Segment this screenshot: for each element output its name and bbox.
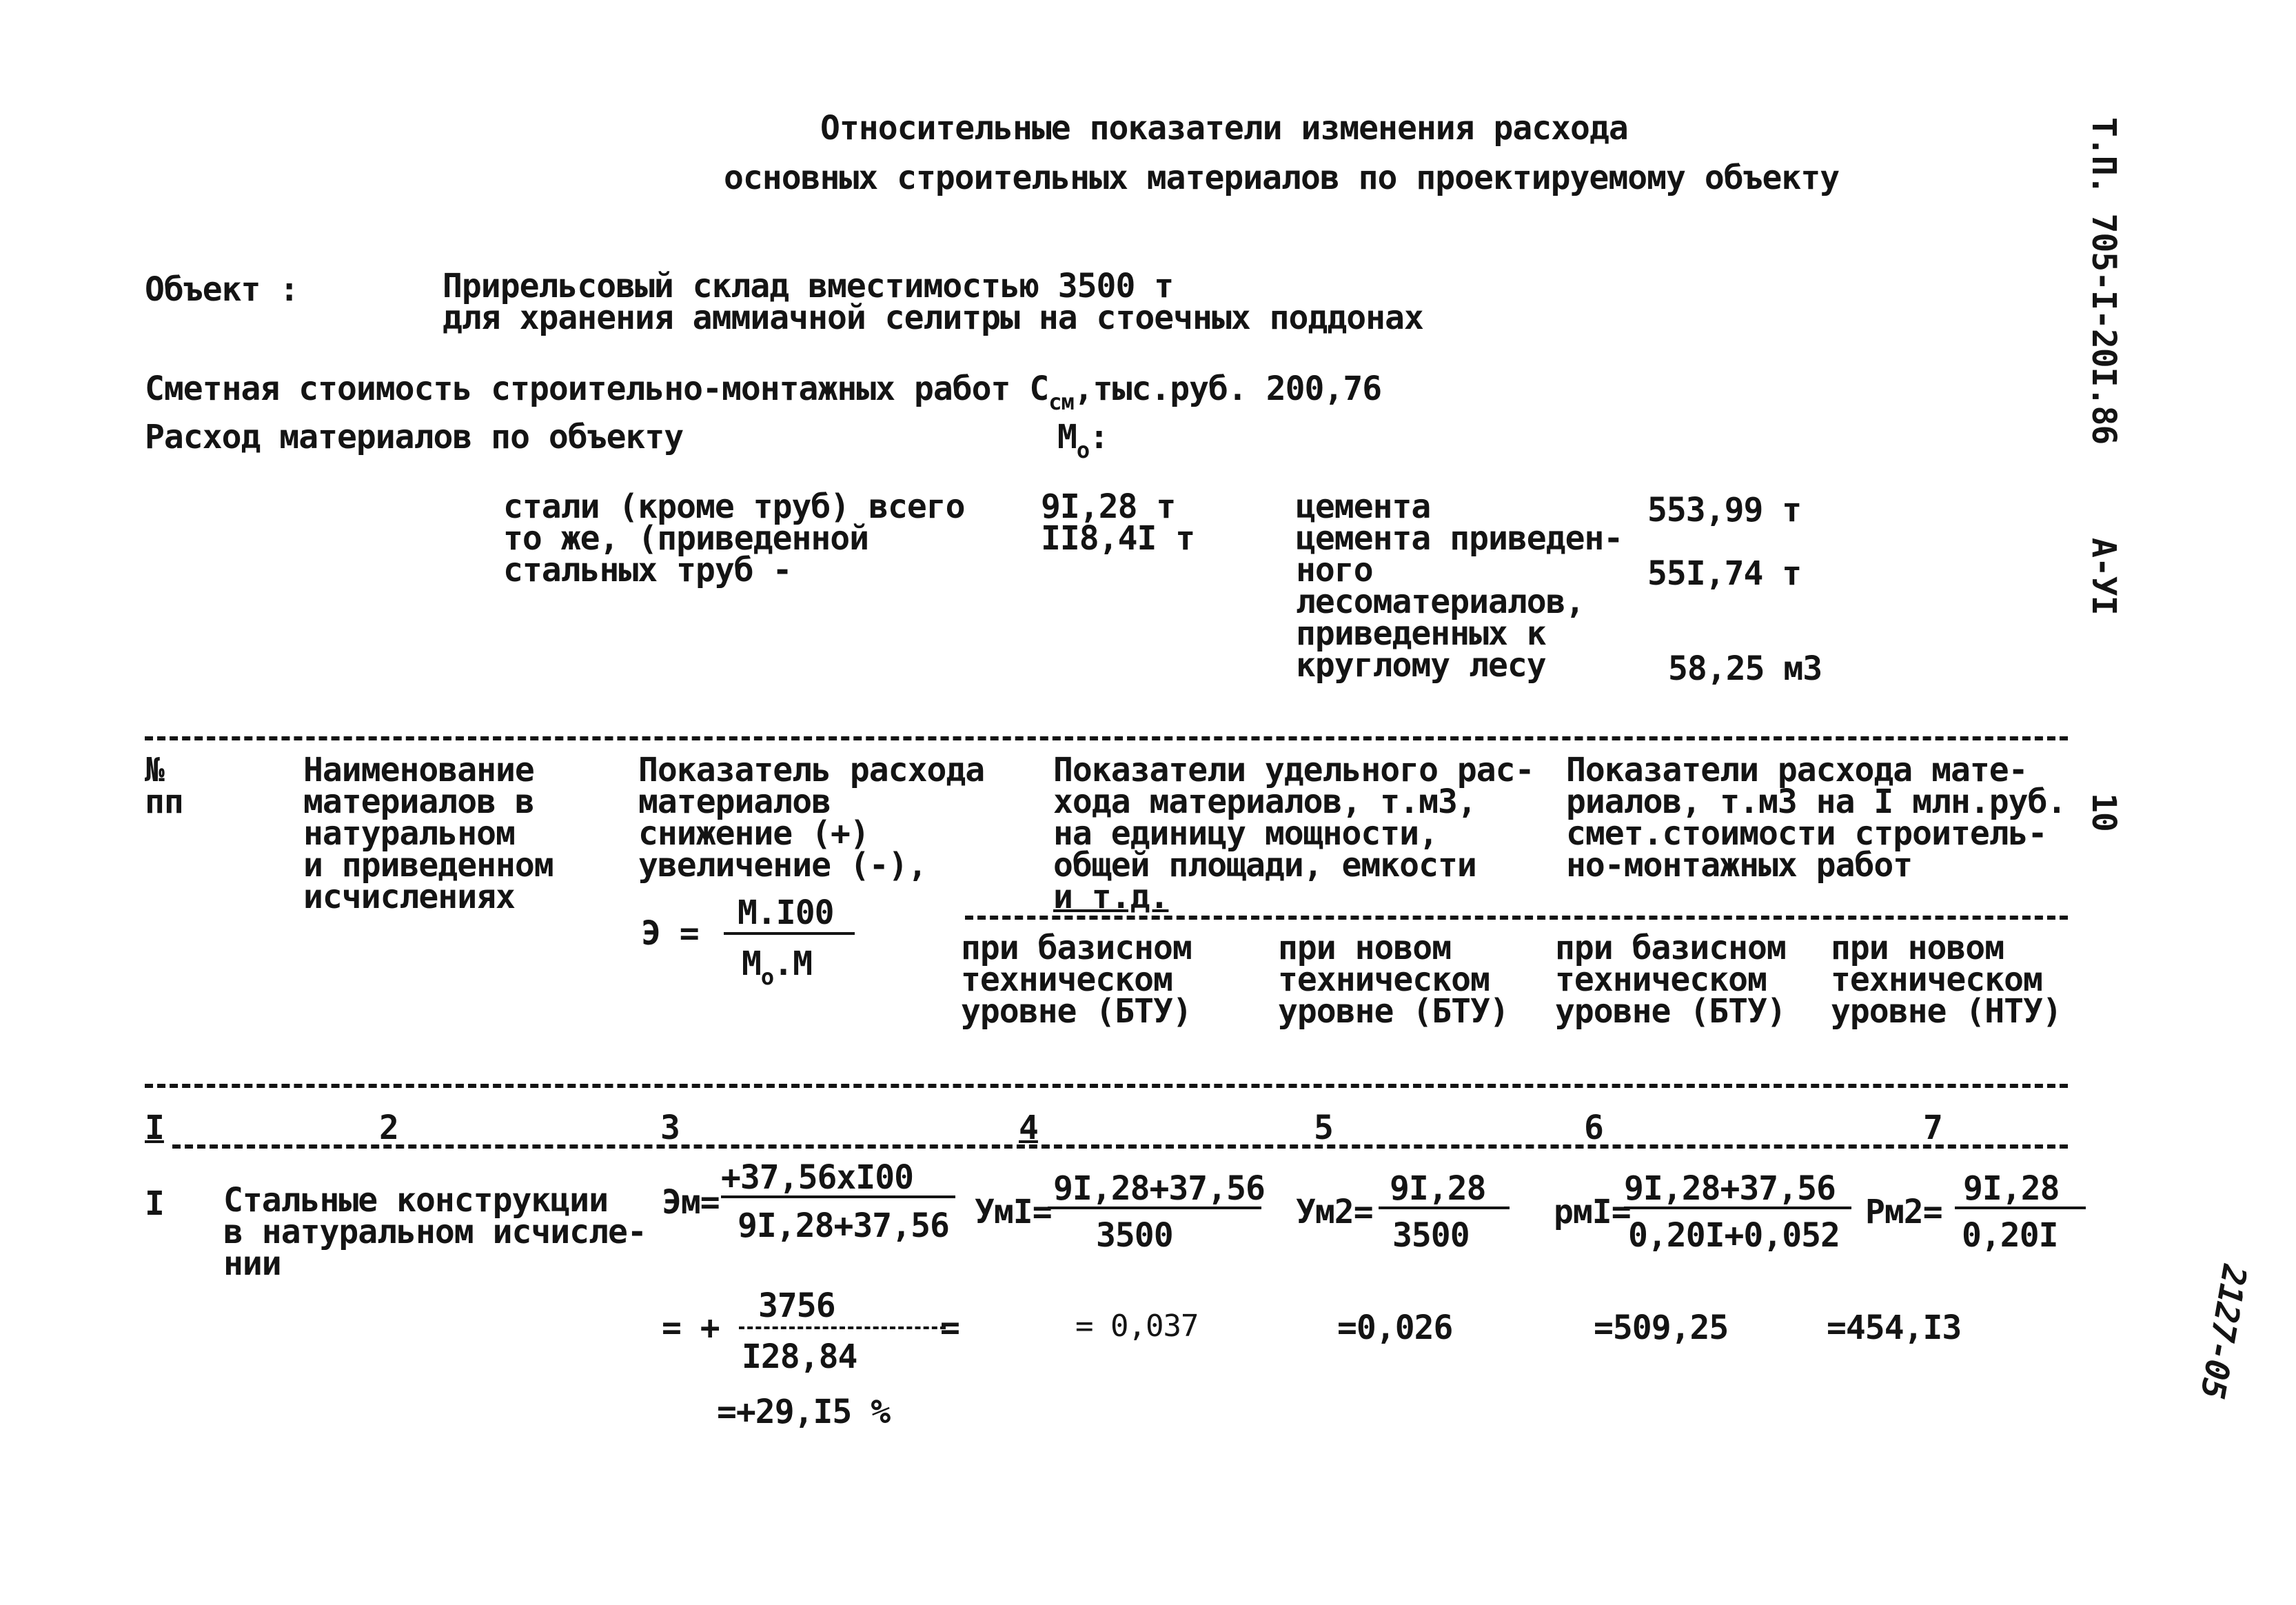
materials-left-values	[1041, 487, 1195, 558]
subheader-col7-line1: при новом	[1831, 929, 2004, 967]
object-name-line2: для хранения аммиачной селитры на стоечных поддонах	[443, 299, 1423, 337]
col-number-7: 7	[1923, 1109, 1942, 1147]
row1-c3-lhs: Эм=	[662, 1183, 720, 1222]
subheader-col7-line3: уровне (НТУ)	[1831, 992, 2062, 1031]
row1-c4-lhs: УмI=	[975, 1193, 1052, 1231]
header-col-specific-line3: на единицу мощности,	[1053, 814, 1438, 853]
row1-c7-lhs: Рм2=	[1865, 1193, 1942, 1231]
subheader-col5-line1: при новом	[1278, 929, 1452, 967]
row1-c3-r2-lhs: = +	[662, 1309, 720, 1347]
row1-c3-r2-numerator: 3756	[758, 1286, 835, 1325]
subheader-col5-line2: техническом	[1278, 960, 1490, 999]
page-title-line2: основных строительных материалов по проектируемому объекту	[724, 159, 1840, 197]
steel-total-label: стали (кроме труб) всего	[503, 487, 965, 526]
formula-den-sub: о	[760, 964, 774, 990]
col-number-1: I	[145, 1109, 164, 1147]
header-col-specific-line4: общей площади, емкости	[1053, 846, 1476, 885]
header-formula-denominator	[742, 945, 812, 990]
header-col-name	[303, 751, 553, 916]
steel-reduced-label: то же, (приведенной	[503, 519, 869, 558]
header-col-per-million	[1566, 751, 2066, 885]
col-number-6: 6	[1584, 1109, 1603, 1147]
row1-c3-r2-tail: =	[940, 1309, 959, 1347]
header-col-per-million-line4: но-монтажных работ	[1566, 846, 1913, 885]
row1-c5-numerator: 9I,28	[1390, 1169, 1486, 1208]
subheader-col6-line3: уровне (БТУ)	[1555, 992, 1786, 1031]
row1-c3-r2-denominator: I28,84	[742, 1338, 857, 1376]
estimated-cost	[145, 370, 1382, 415]
header-col-number-line1: №	[145, 751, 164, 789]
header-col-name-line2: материалов в	[303, 783, 534, 821]
row1-c5-lhs: Ум2=	[1296, 1193, 1373, 1231]
subheader-col4-line3: уровне (БТУ)	[961, 992, 1192, 1031]
row1-c5-result: =0,026	[1337, 1309, 1453, 1347]
header-col-specific-line5: и т.д.	[1053, 878, 1169, 916]
header-col-indicator	[638, 751, 985, 885]
cement-reduced-value: 55I,74 т	[1647, 554, 1802, 593]
timber-label-3: круглому лесу	[1296, 646, 1546, 685]
row1-c6-numerator: 9I,28+37,56	[1624, 1169, 1836, 1208]
steel-pipes-label: стальных труб -	[503, 551, 792, 589]
subheader-col5	[1278, 929, 1509, 1031]
estimated-cost-value: ,тыс.руб. 200,76	[1073, 370, 1382, 408]
header-col-indicator-line2: материалов	[638, 783, 831, 821]
page-title-line1: Относительные показатели изменения расхода	[820, 109, 1628, 148]
row1-c6-lhs: рмI=	[1554, 1193, 1631, 1231]
row1-name-line3: нии	[223, 1244, 281, 1283]
header-col-per-million-line1: Показатели расхода мате-	[1566, 751, 2028, 789]
row1-c6-denominator: 0,20I+0,052	[1628, 1216, 1840, 1255]
header-col-per-million-line3: смет.стоимости строитель-	[1566, 814, 2047, 853]
materials-right-labels	[1296, 487, 1623, 685]
col-number-4: 4	[1019, 1109, 1038, 1147]
subheader-col4-line1: при базисном	[961, 929, 1192, 967]
timber-value: 58,25 м3	[1668, 649, 1822, 688]
consumption-m0	[1057, 418, 1109, 463]
row1-c3-denominator: 9I,28+37,56	[738, 1207, 949, 1245]
consumption-label: Расход материалов по объекту	[145, 418, 684, 456]
row1-c5-bar	[1379, 1207, 1510, 1209]
header-col-indicator-line3: снижение (+)	[638, 814, 869, 853]
object-name	[443, 267, 1423, 337]
materials-left-labels	[503, 487, 965, 589]
row1-name	[223, 1181, 647, 1283]
col-number-3: 3	[660, 1109, 680, 1147]
object-label: Объект :	[145, 270, 299, 309]
subheader-col4-line2: техническом	[961, 960, 1172, 999]
timber-label-1: лесоматериалов,	[1296, 583, 1585, 621]
subheader-col6-line1: при базисном	[1555, 929, 1786, 967]
row1-name-line2: в натуральном исчисле-	[223, 1213, 647, 1251]
table-top-rule	[145, 736, 2068, 740]
row1-c4-result: = 0,037	[1075, 1309, 1199, 1344]
steel-reduced-value: II8,4I т	[1041, 519, 1195, 558]
subheader-col7-line2: техническом	[1831, 960, 2042, 999]
timber-label-2: приведенных к	[1296, 614, 1546, 653]
header-col-per-million-line2: риалов, т.м3 на I млн.руб.	[1566, 783, 2066, 821]
row1-c3-numerator: +37,56хI00	[721, 1158, 913, 1197]
row1-c7-result: =454,I3	[1827, 1309, 1962, 1347]
header-bottom-rule	[145, 1084, 2068, 1088]
row1-c6-result: =509,25	[1594, 1309, 1729, 1347]
steel-total-value: 9I,28 т	[1041, 487, 1176, 526]
header-col-name-line4: и приведенном	[303, 846, 553, 885]
header-formula-lhs: Э =	[641, 914, 699, 953]
row1-c5-denominator: 3500	[1392, 1216, 1470, 1255]
object-name-line1: Прирельсовый склад вместимостью 3500 т	[443, 267, 1174, 305]
row1-c3-result: =+29,I5 %	[717, 1393, 891, 1431]
header-col-indicator-line4: увеличение (-),	[638, 846, 927, 885]
cement-reduced-label-1: цемента приведен-	[1296, 519, 1623, 558]
row1-c7-bar	[1955, 1207, 2086, 1209]
header-col-indicator-line1: Показатель расхода	[638, 751, 985, 789]
row1-c3-bar	[721, 1195, 955, 1198]
subheader-col7	[1831, 929, 2062, 1031]
row1-c4-numerator: 9I,28+37,56	[1053, 1169, 1265, 1208]
page-number: 10	[2084, 793, 2123, 831]
document-code: Т.П. 705-I-20I.86	[2084, 117, 2123, 445]
header-col-name-line5: исчислениях	[303, 878, 515, 916]
row1-c7-numerator: 9I,28	[1963, 1169, 2060, 1208]
estimated-cost-label: Сметная стоимость строительно-монтажных работ С	[145, 370, 1049, 408]
m0-subscript: о	[1076, 437, 1090, 463]
row1-c7-denominator: 0,20I	[1962, 1216, 2058, 1255]
cement-reduced-label-2: ного	[1296, 551, 1373, 589]
col-number-2: 2	[379, 1109, 398, 1147]
row1-c4-bar	[1048, 1207, 1261, 1209]
col-numbers-rule	[172, 1144, 2068, 1149]
cement-value: 553,99 т	[1647, 491, 1802, 529]
header-formula-numerator: М.I00	[738, 894, 834, 932]
subheader-col6	[1555, 929, 1786, 1031]
subheader-col4	[961, 929, 1192, 1031]
subheader-col5-line3: уровне (БТУ)	[1278, 992, 1509, 1031]
header-sub-rule	[965, 916, 2068, 920]
header-col-specific	[1053, 751, 1534, 916]
cement-label: цемента	[1296, 487, 1431, 526]
row1-c6-bar	[1624, 1207, 1851, 1209]
header-col-name-line1: Наименование	[303, 751, 534, 789]
col-number-5: 5	[1314, 1109, 1333, 1147]
header-col-number	[145, 751, 183, 821]
row1-c3-r2-bar	[739, 1326, 946, 1329]
formula-den-tail: .М	[773, 945, 812, 983]
m0-symbol: М	[1057, 418, 1077, 456]
header-col-specific-line2: хода материалов, т.м3,	[1053, 783, 1476, 821]
header-col-number-line2: пп	[145, 783, 183, 821]
inventory-stamp: 2127-05	[2192, 1262, 2254, 1402]
formula-den-m: М	[742, 945, 761, 983]
header-col-specific-line1: Показатели удельного рас-	[1053, 751, 1534, 789]
album-code: А-УI	[2084, 538, 2123, 615]
m0-colon: :	[1089, 418, 1109, 456]
subheader-col6-line2: техническом	[1555, 960, 1767, 999]
row1-number: I	[145, 1184, 164, 1223]
header-col-name-line3: натуральном	[303, 814, 515, 853]
header-formula-bar	[724, 932, 855, 935]
row1-name-line1: Стальные конструкции	[223, 1181, 608, 1220]
estimated-cost-subscript: см	[1048, 389, 1074, 415]
row1-c4-denominator: 3500	[1096, 1216, 1173, 1255]
